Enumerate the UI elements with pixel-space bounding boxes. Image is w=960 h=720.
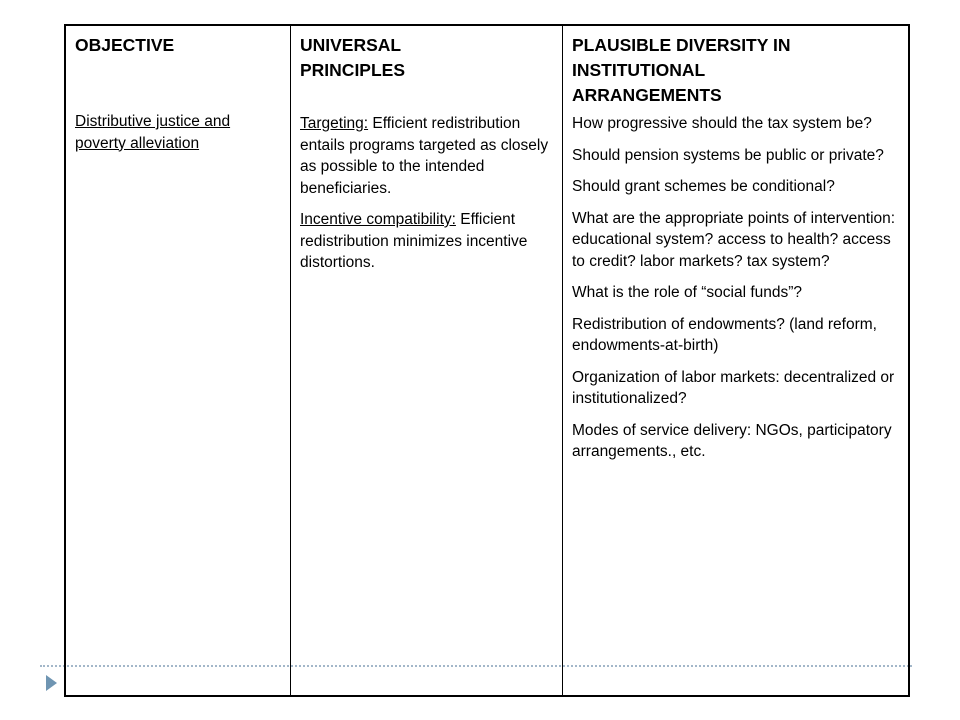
diversity-question: Redistribution of endowments? (land reform, endowments-at-birth) (572, 315, 877, 354)
slide-arrow-icon (46, 675, 57, 691)
objective-column (66, 26, 290, 695)
diversity-question: How progressive should the tax system be? (572, 115, 872, 132)
principles-column (290, 26, 562, 695)
diversity-question: Should grant schemes be conditional? (572, 178, 835, 195)
diversity-column (562, 26, 908, 695)
diversity-question: What are the appropriate points of intervention: educational system? access to health? access to credit? labor markets? tax system? (572, 209, 896, 270)
targeting-label: Targeting: (300, 115, 369, 132)
diversity-header-line: ARRANGEMENTS (572, 85, 722, 105)
incentive-label: Incentive compatibility: (300, 211, 456, 228)
principles-header (300, 33, 553, 83)
principles-header-line: PRINCIPLES (300, 60, 406, 80)
diversity-header (572, 33, 899, 108)
diversity-question: Organization of labor markets: decentralized or institutionalized? (572, 368, 895, 407)
objectives-table (64, 24, 910, 697)
diversity-header-line: INSTITUTIONAL (572, 60, 706, 80)
objective-text: Distributive justice and poverty alleviation (75, 113, 231, 152)
targeting-principle (300, 113, 553, 199)
diversity-question: Modes of service delivery: NGOs, participatory arrangements., etc. (572, 421, 892, 460)
targeting-text: Efficient redistribution entails programs targeted as closely as possible to the intended beneficiaries. (300, 115, 549, 197)
incentive-text: Efficient redistribution minimizes incentive distortions. (300, 211, 528, 271)
objective-header: OBJECTIVE (75, 35, 175, 55)
diversity-header-line: PLAUSIBLE DIVERSITY IN (572, 35, 791, 55)
diversity-question: What is the role of “social funds”? (572, 284, 803, 301)
incentive-principle (300, 209, 553, 274)
principles-header-line: UNIVERSAL (300, 35, 402, 55)
diversity-question: Should pension systems be public or private? (572, 146, 884, 164)
